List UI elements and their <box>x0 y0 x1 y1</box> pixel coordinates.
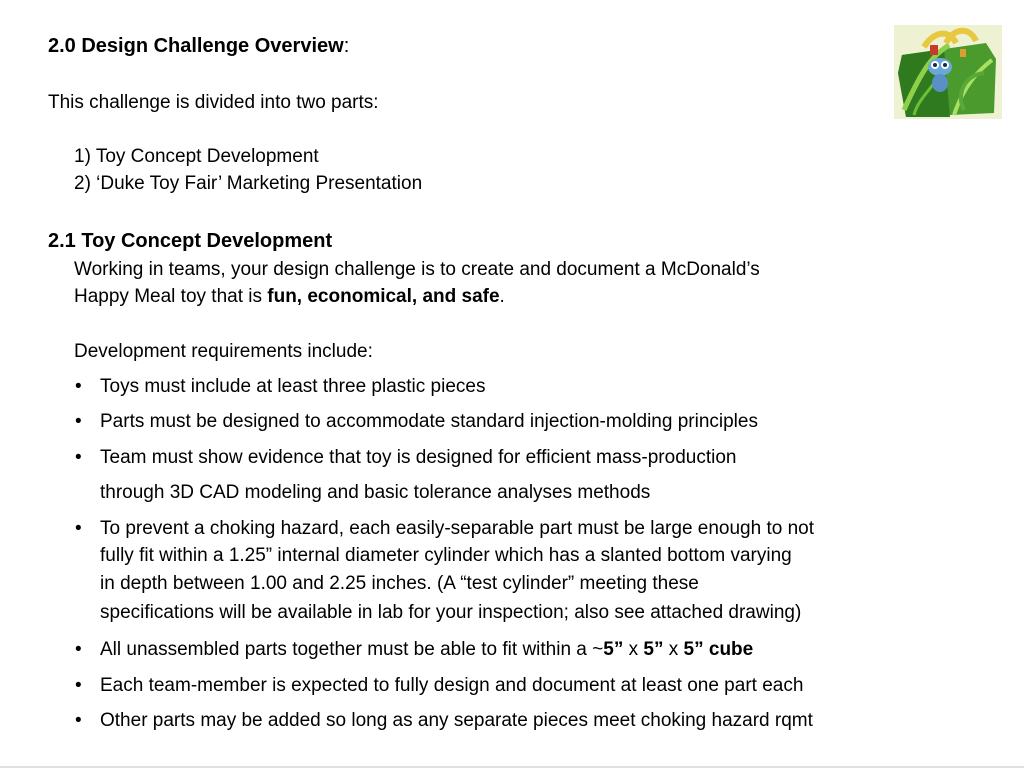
section-2-0-heading <box>48 34 349 58</box>
bullet-item-5 <box>100 638 753 662</box>
happy-meal-box-illustration <box>894 25 1002 119</box>
dimension-value: 5” <box>603 639 624 660</box>
bullet-marker: • <box>75 447 82 468</box>
bullet-item-4-line-2: fully fit within a 1.25” internal diameter cylinder which has a slanted bottom varying <box>100 545 792 566</box>
bullet-item-3-line-2: through 3D CAD modeling and basic tolerance analyses methods <box>100 482 651 503</box>
bullet-item-4-line-4: specifications will be available in lab for your inspection; also see attached drawing) <box>100 602 802 623</box>
bullet-item-2: Parts must be designed to accommodate standard injection-molding principles <box>100 411 758 432</box>
bullet-marker: • <box>75 639 82 660</box>
bullet-marker: • <box>75 710 82 731</box>
requirements-intro: Development requirements include: <box>74 341 373 362</box>
section-2-0-title: 2.0 Design Challenge Overview <box>48 35 344 57</box>
bullet-item-3-line-1: Team must show evidence that toy is designed for efficient mass-production <box>100 447 737 468</box>
paragraph-line-1: Working in teams, your design challenge is to create and document a McDonald’s <box>74 259 760 280</box>
paragraph-text: Happy Meal toy that is <box>74 286 268 307</box>
happy-meal-box-image <box>894 25 1002 119</box>
heading-colon: : <box>343 35 350 57</box>
paragraph-emphasis: fun, economical, and safe <box>267 286 500 307</box>
bullet-item-6: Each team-member is expected to fully design and document at least one part each <box>100 675 804 696</box>
paragraph-line-2 <box>74 285 505 309</box>
bullet-item-4-line-1: To prevent a choking hazard, each easily-separable part must be large enough to not <box>100 518 815 539</box>
part-1-item: 1) Toy Concept Development <box>74 146 319 167</box>
bullet-marker: • <box>75 675 82 696</box>
bullet-item-4-line-3: in depth between 1.00 and 2.25 inches. (A “test cylinder” meeting these <box>100 573 699 594</box>
bullet-item-1: Toys must include at least three plastic pieces <box>100 376 486 397</box>
dimension-value: 5” cube <box>683 639 754 660</box>
paragraph-period: . <box>499 286 505 307</box>
bullet-marker: • <box>75 411 82 432</box>
bullet-item-7: Other parts may be added so long as any separate pieces meet choking hazard rqmt <box>100 710 813 731</box>
intro-text: This challenge is divided into two parts: <box>48 92 379 113</box>
times-sign: x <box>663 639 684 660</box>
times-sign: x <box>623 639 644 660</box>
bullet-marker: • <box>75 518 82 539</box>
part-2-item: 2) ‘Duke Toy Fair’ Marketing Presentation <box>74 173 423 194</box>
bullet-5-text: All unassembled parts together must be able to fit within a ~ <box>100 639 604 660</box>
bullet-marker: • <box>75 376 82 397</box>
dimension-value: 5” <box>643 639 664 660</box>
section-2-1-heading: 2.1 Toy Concept Development <box>48 230 333 252</box>
